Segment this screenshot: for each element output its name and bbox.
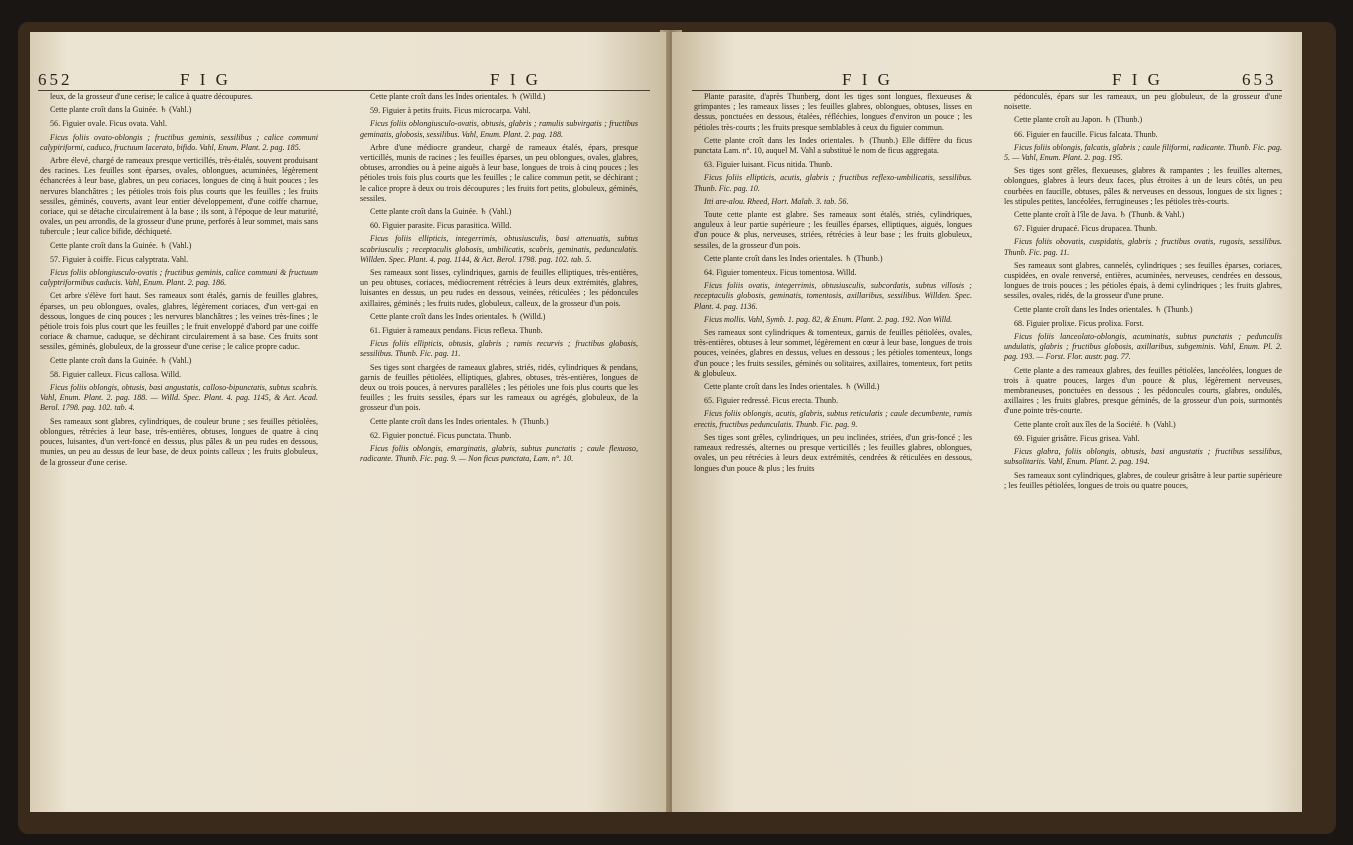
paragraph: Ficus glabra, foliis oblongis, obtusis, basi angustatis ; fructibus sessilibus, subsolitariis. Vahl, Enum. Plant. 2. pag. 194. (1004, 447, 1282, 467)
left-column-1 (40, 92, 318, 471)
paragraph: Ses rameaux sont glabres, cylindriques, de couleur brune ; ses feuilles pétiolées, oblongues, rétrécies à leur base, très-entières, obtuses, longues de quatre à cinq pouces, luisantes, d'un vert-foncé en dessus, plus pâles & un peu rudes en dessous, munies, un peu au dessus de leur base, de deux points calleux ; les fruits globuleux, de la grosseur d'une cerise. (40, 416, 318, 467)
paragraph: Ficus foliis oblongiusculo-ovatis ; fructibus geminis, calice communi & fructuum calyptriformibus caducis. Vahl, Enum. Plant. 2. pag. 186. (40, 268, 318, 288)
paragraph: Cette plante croît dans la Guinée. ♄ (Vahl.) (50, 105, 192, 115)
paragraph: Arbre élevé, chargé de rameaux presque verticillés, très-étalés, souvent produisant des racines. Les feuilles sont éparses, ovales, oblongues, acuminées, légèrement échancrées à leur base, glabres, un peu coriaces, longues de cinq à huit pouces ; les nervures blanchâtres ; les pétioles trois fois plus courts que les feuilles ; les fruits sessiles, géminés, couverts, avant leur entier développement, d'une coiffe charnue, coriace, qui se détache circulairement à la base ; ils sont, à l'époque de leur maturité, ovales, un peu arrondis, de la grosseur d'une prune, perforés à leur sommet, mais sans tubercule ; leur calice bifide, déchiqueté. (40, 156, 318, 237)
paragraph: 56. Figuier ovale. Ficus ovata. Vahl. (50, 119, 167, 129)
paragraph: 63. Figuier luisant. Ficus nitida. Thunb. (704, 160, 833, 170)
paragraph: Ses tiges sont chargées de rameaux glabres, striés, ridés, cylindriques & pendans, garnis de feuilles pétiolées, elliptiques, glabres, obtuses, très-entières, longues de deux ou trois pouces, à nervures parallèles ; les pétioles une fois plus courts que les feuilles ; les fruits sessiles, épars sur les rameaux ou agrégés, globuleux, de la grosseur d'un pois. (360, 362, 638, 413)
paragraph: Ficus foliis oblongis, acutis, glabris, subtus reticulatis ; caule decumbente, ramis erectis, fructibus pedunculatis. Thunb. Fic. pag. 9. (694, 409, 972, 429)
paragraph: pédonculés, épars sur les rameaux, un peu globuleux, de la grosseur d'une noisette. (1004, 92, 1282, 112)
paragraph: Ficus foliis ellipticis, obtusis, glabris ; ramis recurvis ; fructibus globosis, sessilibus. Thunb. Fic. pag. 11. (360, 339, 638, 359)
paragraph: Cette plante croît aux îles de la Société. ♄ (Vahl.) (1014, 419, 1176, 429)
paragraph: Ficus foliis oblongis, obtusis, basi angustatis, calloso-bipunctatis, subtus scabris. Vahl, Enum. Plant. 2. pag. 188. — Willd. Spec. Plant. 4. pag. 1145, & Act. Acad. Berol. 1798. pag. 102. tab. 4. (40, 383, 318, 413)
paragraph: Cette plante croît dans la Guinée. ♄ (Vahl.) (50, 355, 192, 365)
paragraph: Ficus foliis ovatis, integerrimis, obtusiusculis, subcordatis, subtus villosis ; receptaculis globosis, geminatis, tomentosis, axillaribus, sessilibus. Willden. Spec. Plant. 4. pag. 1136. (694, 281, 972, 311)
paragraph: Arbre d'une médiocre grandeur, chargé de rameaux étalés, épars, presque verticillés, munis de racines ; les feuilles éparses, un peu oblongues, ovales, glabres, obtuses, arrondies ou à peine aiguës à leur base, longues de trois à cinq pouces ; les pétioles trois fois plus courts que les feuilles ; le calice commun petit, se déchirant ; le calice propre à deux ou trois découpures ; les fruits fort petits, globuleux, géminés, sessiles. (360, 142, 638, 203)
paragraph: Toute cette plante est glabre. Ses rameaux sont étalés, striés, cylindriques, anguleux à leur partie supérieure ; les feuilles éparses, elliptiques, aiguës, longues d'un pouce & plus, nerveuses, striées, rétrécies à leur base ; les fruits globuleux, sessiles, de la grosseur d'un pois. (694, 210, 972, 250)
paragraph: Cette plante croît dans les Indes orientales. ♄ (Willd.) (370, 92, 546, 101)
paragraph: Cet arbre s'élève fort haut. Ses rameaux sont étalés, garnis de feuilles glabres, éparses, un peu oblongues, ovales, glabres, légèrement coriaces, d'un vert-gai en dessous, longues de cinq pouces ; les nervures blanchâtres ; les veines très-fines ; le pétiole trois fois plus court que les feuilles ; le fruit enveloppé d'abord par une coiffe coriace & charnue, caduque, se déchirant circulairement à sa base. Ces fruits sont sessiles, géminés, globuleux, de la grosseur d'une cerise ; le calice propre caduc. (40, 291, 318, 352)
paragraph: 61. Figuier à rameaux pendans. Ficus reflexa. Thunb. (370, 326, 543, 336)
paragraph: 58. Figuier calleux. Ficus callosa. Willd. (50, 369, 182, 379)
paragraph: 66. Figuier en faucille. Ficus falcata. Thunb. (1014, 129, 1158, 139)
paragraph: 69. Figuier grisâtre. Ficus grisea. Vahl. (1014, 433, 1140, 443)
paragraph: Ficus foliis ellipticis, acutis, glabris ; fructibus reflexo-umbilicatis, sessilibus. Thunb. Fic. pag. 10. (694, 173, 972, 193)
head-rule (38, 90, 650, 91)
paragraph: Ficus foliis oblongiusculo-ovatis, obtusis, glabris ; ramulis subvirgatis ; fructibus geminatis, globosis, sessilibus. Vahl, Enum. Plant. 2. pag. 188. (360, 119, 638, 139)
left-page (30, 32, 666, 812)
paragraph: Ses tiges sont grêles, flexueuses, glabres & rampantes ; les feuilles alternes, oblongues, glabres à leurs deux faces, plus étroites à un de leurs côtés, un peu courbées en faucille, obtuses, pâles & nerveuses en dessous, longues de six lignes ; les stipules petites, lancéolées, ferrugineuses ; les pétioles très-courts. (1004, 166, 1282, 206)
paragraph: Ficus foliis lanceolato-oblongis, acuminatis, subtus punctatis ; pedunculis undulatis, glabris ; fructibus globosis, axillaribus, subgeminis. Vahl, Enum. Pl. 2. pag. 193. — Forst. Flor. austr. pag. 77. (1004, 332, 1282, 362)
paragraph: Ficus foliis obovatis, cuspidatis, glabris ; fructibus ovatis, rugosis, sessilibus. Thunb. Fic. pag. 11. (1004, 237, 1282, 257)
paragraph: 57. Figuier à coiffe. Ficus calyptrata. Vahl. (50, 254, 189, 264)
paragraph: Ses rameaux sont cylindriques & tomenteux, garnis de feuilles pétiolées, ovales, très-entières, obtuses à leur sommet, légèrement en cœur à leur base, longues de trois pouces, veinées, glabres en dessus, velues en dessous ; les pétioles tomenteux, longs d'un pouce ; les fruits sessiles, géminés ou solitaires, axillaires, tomenteux, fort petits & globuleux. (694, 328, 972, 378)
paragraph: Itti are-alou. Rheed, Hort. Malab. 3. tab. 56. (704, 196, 849, 206)
paragraph: Ses rameaux sont glabres, cannelés, cylindriques ; ses feuilles éparses, coriaces, cuspidées, en ovale renversé, entières, acuminées, nerveuses, cendrées en dessous, longues de trois pouces ; les pétioles épais, à demi cylindriques ; les fruits glabres, sessiles, ovales, ridés, de la grosseur d'une prune. (1004, 260, 1282, 301)
paragraph: Ses rameaux sont cylindriques, glabres, de couleur grisâtre à leur partie supérieure ; les feuilles pétiolées, longues de trois ou quatre pouces, (1004, 470, 1282, 490)
paragraph: Ficus mollis. Vahl, Symb. 1. pag. 82, & Enum. Plant. 2. pag. 192. Non Willd. (704, 314, 953, 324)
right-column-1 (694, 92, 972, 477)
running-head: F I G (842, 70, 893, 89)
paragraph: Ses rameaux sont lisses, cylindriques, garnis de feuilles elliptiques, très-entières, un peu obtuses, coriaces, médiocrement rétrécies à leurs deux extrémités, glabres, luisantes en dessus, un peu rudes en dessous, veinées, réticulées ; les pédoncules axillaires, géminés ; les fruits rudes, globuleux, calleux, de la grosseur d'un pois. (360, 268, 638, 308)
paragraph: Cette plante a des rameaux glabres, des feuilles pétiolées, lancéolées, longues de trois à quatre pouces, larges d'un pouce & plus, légèrement nerveuses, membraneuses, ponctuées en dessous ; les pédoncules courts, glabres, ondulés, axillaires ; les fruits glabres, presque géminés, de la grosseur d'un pois, surmontés d'une pointe très-courte. (1004, 365, 1282, 416)
paragraph: Cette plante croît dans les Indes orientales. ♄ (Thunb.) (1014, 304, 1193, 314)
paragraph: Cette plante croît dans les Indes orientales. ♄ (Thunb.) (370, 416, 549, 426)
page-number-right: 653 (1242, 70, 1277, 89)
paragraph: Ses tiges sont grêles, cylindriques, un peu inclinées, striées, d'un gris-foncé ; les rameaux redressés, alternes ou presque verticillés ; les feuilles glabres, oblongues, ovales, un peu rétrécies à leurs deux extrémités, cendrées & réticulées en dessous, longues d'un pouce & plus ; les fruits (694, 432, 972, 473)
paragraph: Ficus foliis ovato-oblongis ; fructibus geminis, sessilibus ; calice communi calypiriformi, caduco, fructuum lacerato, bifido. Vahl, Enum. Plant. 2. pag. 185. (40, 132, 318, 152)
paragraph: Ficus foliis oblongis, emarginatis, glabris, subtus punctatis ; caule flexuoso, radicante. Thunb. Fic. pag. 9. — Non ficus punctata, Lam. n°. 10. (360, 444, 638, 464)
paragraph: 68. Figuier prolixe. Ficus prolixa. Forst. (1014, 318, 1144, 328)
paragraph: Ficus foliis ellipticis, integerrimis, obtusiusculis, basi attenuatis, subtus scabriusculis ; receptaculis globosis, umbilicatis, scabris, geminatis, pedunculatis. Willden. Spec. Plant. 4. pag. 1144, & Act. Berol. 1798. pag. 102. tab. 5. (360, 234, 638, 264)
paragraph: leux, de la grosseur d'une cerise; le calice à quatre découpures. (50, 92, 253, 101)
paragraph: 64. Figuier tomenteux. Ficus tomentosa. Willd. (704, 268, 857, 278)
right-column-2 (1004, 92, 1282, 494)
running-head: F I G (1112, 70, 1163, 89)
paragraph: 62. Figuier ponctué. Ficus punctata. Thunb. (370, 430, 512, 440)
paragraph: Cette plante croît dans la Guinée. ♄ (Vahl.) (370, 207, 512, 217)
paragraph: Cette plante croît à l'île de Java. ♄ (Thunb. & Vahl.) (1014, 210, 1185, 220)
paragraph: Cette plante croît dans les Indes orientales. ♄ (Thunb.) Elle diffère du ficus punctata Lam. n°. 10, auquel M. Vahl a substitué le nom de ficus aggregata. (694, 135, 972, 156)
running-head: F I G (180, 70, 231, 89)
paragraph: Cette plante croît dans les Indes orientales. ♄ (Thunb.) (704, 253, 883, 263)
paragraph: 67. Figuier drupacé. Ficus drupacea. Thunb. (1014, 224, 1158, 234)
paragraph: Cette plante croît au Japon. ♄ (Thunb.) (1014, 115, 1143, 125)
paragraph: Cette plante croît dans les Indes orientales. ♄ (Willd.) (370, 311, 546, 321)
paragraph: Plante parasite, d'après Thunberg, dont les tiges sont longues, flexueuses & grimpantes ; les rameaux lisses ; les feuilles glabres, oblongues, obtuses, lisses en dessus, ponctuées en dessous, étalées, réfléchies, longues d'environ un pouce ; les pétioles très-courts ; les fruits presque semblables à ceux du figuier commun. (694, 92, 972, 132)
paragraph: Cette plante croît dans les Indes orientales. ♄ (Willd.) (704, 382, 880, 392)
running-head: F I G (490, 70, 541, 89)
paragraph: Ficus foliis oblongis, falcatis, glabris ; caule filiformi, radicante. Thunb. Fic. pag. 5. — Vahl, Enum. Plant. 2. pag. 195. (1004, 142, 1282, 163)
head-rule (692, 90, 1282, 91)
paragraph: 59. Figuier à petits fruits. Ficus microcarpa. Vahl. (370, 106, 531, 116)
paragraph: 60. Figuier parasite. Ficus parasitica. Willd. (370, 221, 512, 231)
paragraph: 65. Figuier redressé. Ficus erecta. Thunb. (704, 396, 839, 406)
page-number-left: 652 (38, 70, 73, 89)
right-page (672, 32, 1302, 812)
left-column-2 (360, 92, 638, 468)
paragraph: Cette plante croît dans la Guinée. ♄ (Vahl.) (50, 240, 192, 250)
